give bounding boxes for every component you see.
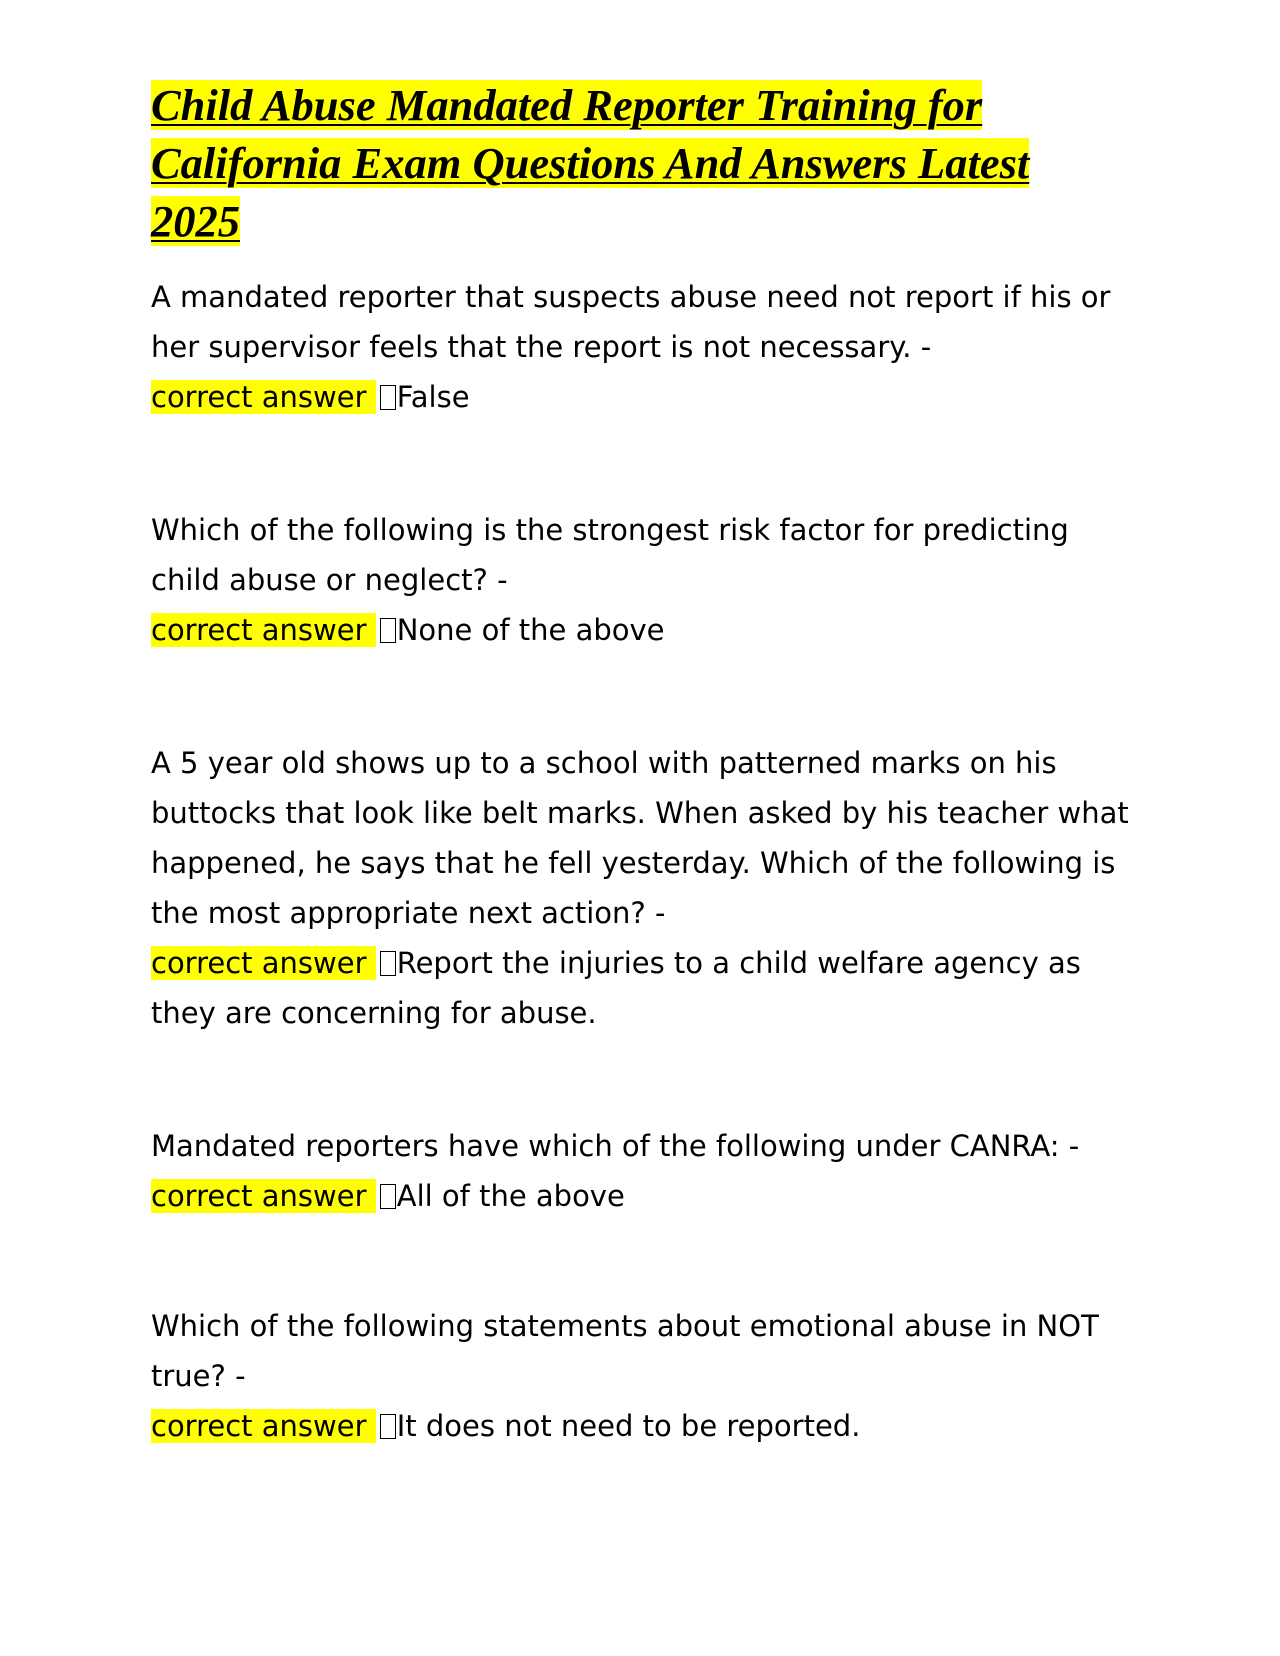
question-text: A mandated reporter that suspects abuse need not report if his or her supervisor feels that the report is not necessary. - [151, 280, 1111, 364]
answer-line [151, 938, 1131, 1038]
answer-line [151, 1401, 1131, 1451]
qa-item-5 [151, 1301, 1131, 1451]
answer-line [151, 605, 1131, 655]
answer-text: None of the above [396, 613, 665, 647]
answer-text: False [396, 380, 470, 414]
missing-glyph-box-icon [380, 385, 396, 410]
answer-label: correct answer [151, 1409, 376, 1443]
answer-label: correct answer [151, 380, 376, 414]
answer-text: It does not need to be reported. [396, 1409, 861, 1443]
missing-glyph-box-icon [380, 618, 396, 643]
missing-glyph-box-icon [380, 951, 396, 976]
missing-glyph-box-icon [380, 1414, 396, 1439]
answer-label: correct answer [151, 946, 376, 980]
question-text: Which of the following is the strongest risk factor for predicting child abuse or neglect? - [151, 513, 1069, 597]
qa-item-2 [151, 505, 1131, 655]
missing-glyph-box-icon [380, 1184, 396, 1209]
answer-label: correct answer [151, 613, 376, 647]
question-text: Which of the following statements about emotional abuse in NOT true? - [151, 1309, 1099, 1393]
document-title [151, 76, 1111, 250]
question-text: Mandated reporters have which of the following under CANRA: - [151, 1129, 1080, 1163]
qa-item-1 [151, 272, 1131, 422]
answer-label: correct answer [151, 1179, 376, 1213]
title-highlight: Child Abuse Mandated Reporter Training for California Exam Questions And Answers Latest 2025 [151, 80, 1030, 246]
qa-item-3 [151, 738, 1131, 1038]
answer-text: All of the above [396, 1179, 625, 1213]
question-text: A 5 year old shows up to a school with patterned marks on his buttocks that look like belt marks. When asked by his teacher what happened, he says that he fell yesterday. Which of the following is the most appropriate next action? - [151, 746, 1129, 930]
answer-text: Report the injuries to a child welfare agency as they are concerning for abuse. [151, 946, 1081, 1030]
answer-line [151, 372, 1131, 422]
document-content [151, 76, 1131, 1451]
answer-line [151, 1171, 1131, 1221]
qa-item-4 [151, 1121, 1131, 1221]
